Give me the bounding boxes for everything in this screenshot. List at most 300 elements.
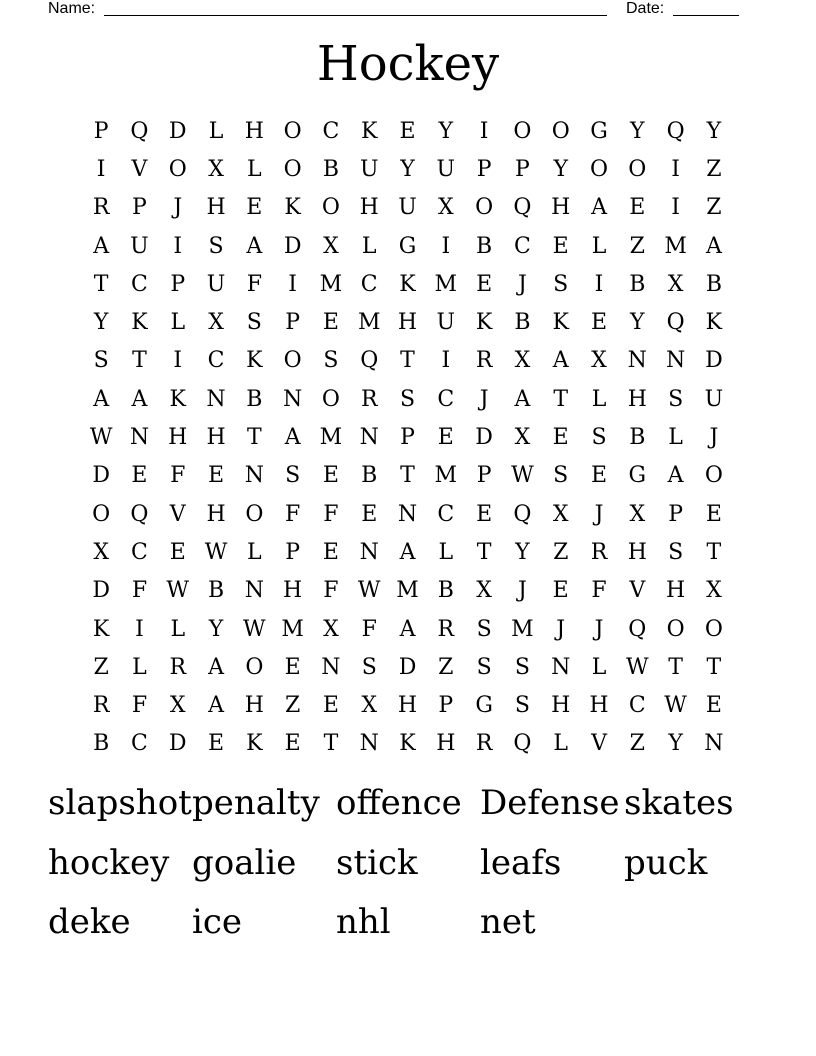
grid-letter: B: [629, 425, 646, 451]
grid-letter: M: [434, 463, 458, 489]
grid-letter: G: [475, 693, 493, 719]
grid-letter: T: [553, 386, 569, 412]
grid-letter: Q: [513, 195, 532, 221]
grid-letter: E: [169, 539, 186, 565]
grid-letter: U: [130, 233, 149, 259]
grid-letter: I: [173, 233, 183, 259]
grid-letter: Z: [93, 654, 109, 680]
grid-letter: O: [283, 156, 302, 182]
grid-letter: M: [281, 616, 304, 642]
grid-letter: W: [89, 425, 113, 451]
grid-letter: S: [591, 425, 607, 451]
grid-letter: I: [594, 271, 604, 297]
grid-letter: R: [475, 731, 493, 757]
grid-letter: P: [476, 463, 492, 489]
grid-letter: X: [552, 501, 569, 527]
grid-letter: P: [285, 539, 301, 565]
grid-letter: W: [166, 578, 190, 604]
grid-letter: H: [397, 310, 418, 336]
grid-letter: D: [92, 463, 110, 489]
grid-letter: V: [629, 578, 646, 604]
grid-letter: O: [513, 118, 532, 144]
grid-letter: W: [625, 654, 649, 680]
grid-letter: E: [208, 463, 225, 489]
grid-letter: T: [668, 654, 683, 680]
grid-letter: C: [131, 539, 148, 565]
grid-letter: D: [168, 118, 187, 144]
grid-letter: S: [399, 386, 416, 412]
grid-letter: O: [283, 348, 302, 374]
grid-letter: E: [208, 731, 225, 757]
grid-letter: L: [247, 539, 262, 565]
grid-letter: G: [628, 463, 647, 489]
grid-letter: O: [704, 463, 723, 489]
grid-letter: J: [173, 195, 183, 221]
grid-letter: N: [244, 578, 264, 604]
grid-letter: X: [591, 348, 607, 374]
grid-letter: B: [705, 271, 722, 297]
grid-letter: T: [246, 425, 262, 451]
grid-letter: R: [92, 693, 110, 719]
grid-letter: N: [321, 654, 341, 680]
grid-letter: M: [319, 425, 343, 451]
grid-letter: E: [322, 693, 339, 719]
grid-letter: K: [246, 348, 263, 374]
grid-letter: E: [552, 233, 569, 259]
grid-letter: R: [360, 386, 378, 412]
grid-letter: L: [553, 731, 569, 757]
word-list-item: ice: [192, 902, 243, 942]
grid-letter: O: [628, 156, 647, 182]
grid-letter: F: [131, 693, 148, 719]
grid-letter: H: [551, 195, 571, 221]
grid-letter: G: [398, 233, 417, 259]
grid-letter: Z: [438, 654, 454, 680]
grid-letter: N: [283, 386, 303, 412]
grid-letter: H: [359, 195, 379, 221]
grid-letter: Y: [630, 310, 645, 336]
grid-letter: K: [246, 731, 263, 757]
grid-letter: P: [93, 118, 109, 144]
grid-letter: X: [361, 693, 378, 719]
grid-letter: P: [668, 501, 683, 527]
grid-letter: B: [246, 386, 263, 412]
grid-letter: E: [322, 310, 339, 336]
grid-letter: Z: [629, 233, 645, 259]
grid-letter: K: [705, 310, 723, 336]
grid-letter: Z: [284, 693, 301, 719]
grid-letter: E: [590, 310, 608, 336]
grid-letter: F: [285, 501, 301, 527]
grid-letter: A: [131, 386, 148, 412]
grid-letter: B: [514, 310, 531, 336]
grid-letter: C: [131, 731, 148, 757]
word-list-item: Defense: [480, 783, 620, 823]
grid-letter: J: [518, 578, 527, 604]
grid-letter: T: [400, 463, 415, 489]
grid-letter: Z: [706, 156, 722, 182]
grid-letter: E: [284, 654, 301, 680]
grid-letter: E: [322, 539, 339, 565]
grid-letter: S: [208, 233, 224, 259]
grid-letter: Z: [553, 539, 569, 565]
grid-letter: B: [361, 463, 378, 489]
grid-letter: S: [553, 271, 569, 297]
word-list-item: puck: [624, 842, 708, 883]
grid-letter: O: [321, 195, 340, 221]
word-list-item: skates: [624, 783, 734, 823]
grid-letter: D: [283, 233, 302, 259]
grid-letter: Y: [668, 731, 683, 757]
grid-letter: M: [664, 233, 687, 259]
grid-letter: K: [552, 310, 569, 336]
grid-letter: T: [93, 271, 109, 297]
grid-letter: O: [589, 156, 609, 182]
grid-letter: C: [207, 348, 225, 374]
grid-letter: I: [173, 348, 183, 374]
grid-letter: V: [131, 156, 148, 182]
grid-letter: S: [476, 616, 492, 642]
grid-letter: U: [436, 156, 456, 182]
grid-letter: C: [131, 271, 148, 297]
grid-letter: I: [671, 156, 680, 182]
grid-letter: S: [514, 654, 530, 680]
grid-letter: X: [706, 578, 722, 604]
grid-letter: E: [705, 501, 722, 527]
grid-letter: T: [400, 348, 415, 374]
grid-letter: L: [438, 539, 454, 565]
grid-letter: S: [361, 654, 377, 680]
grid-letter: H: [206, 195, 226, 221]
grid-letter: E: [590, 463, 608, 489]
grid-letter: K: [169, 386, 186, 412]
grid-letter: X: [208, 156, 224, 182]
grid-letter: Q: [666, 310, 685, 336]
grid-letter: Q: [666, 118, 685, 144]
grid-letter: B: [322, 156, 340, 182]
grid-letter: W: [243, 616, 266, 642]
word-list: [48, 778, 768, 957]
grid-letter: H: [397, 693, 418, 719]
grid-letter: U: [206, 271, 226, 297]
grid-letter: D: [398, 654, 417, 680]
grid-letter: O: [245, 501, 264, 527]
grid-letter: G: [590, 118, 608, 144]
grid-letter: F: [323, 501, 339, 527]
grid-letter: J: [594, 501, 604, 527]
name-label: Name:: [48, 0, 96, 17]
grid-letter: S: [476, 654, 492, 680]
grid-letter: C: [360, 271, 378, 297]
grid-letter: A: [208, 654, 224, 680]
grid-letter: P: [285, 310, 301, 336]
grid-letter: E: [131, 463, 148, 489]
grid-letter: N: [129, 425, 150, 451]
letter-grid: [82, 112, 733, 763]
grid-letter: W: [204, 539, 228, 565]
grid-letter: H: [627, 539, 647, 565]
grid-letter: R: [169, 654, 187, 680]
grid-letter: Z: [706, 195, 722, 221]
grid-letter: X: [208, 310, 224, 336]
grid-letter: S: [553, 463, 569, 489]
grid-letter: L: [247, 156, 262, 182]
grid-letter: E: [552, 578, 569, 604]
name-blank-line: [104, 15, 607, 16]
grid-letter: P: [132, 195, 147, 221]
grid-letter: U: [704, 386, 724, 412]
grid-letter: I: [96, 156, 106, 182]
grid-letter: X: [667, 271, 684, 297]
grid-letter: A: [667, 463, 684, 489]
word-list-item: net: [480, 902, 536, 942]
grid-letter: B: [437, 578, 454, 604]
grid-letter: X: [514, 348, 531, 374]
grid-letter: Q: [628, 616, 647, 642]
grid-letter: E: [322, 463, 339, 489]
grid-letter: P: [438, 693, 454, 719]
grid-letter: S: [246, 310, 262, 336]
grid-letter: S: [323, 348, 339, 374]
grid-letter: N: [359, 425, 379, 451]
grid-letter: A: [591, 195, 607, 221]
grid-letter: T: [706, 654, 722, 680]
grid-letter: W: [511, 463, 534, 489]
grid-letter: O: [551, 118, 570, 144]
grid-letter: Y: [400, 156, 415, 182]
grid-letter: Q: [360, 348, 379, 374]
grid-letter: F: [246, 271, 262, 297]
grid-letter: Q: [130, 118, 149, 144]
grid-letter: E: [246, 195, 263, 221]
grid-letter: Q: [513, 731, 532, 757]
grid-letter: Y: [438, 118, 454, 144]
grid-letter: O: [666, 616, 685, 642]
grid-letter: N: [206, 386, 226, 412]
grid-letter: X: [629, 501, 646, 527]
grid-letter: K: [131, 310, 148, 336]
grid-letter: D: [475, 425, 493, 451]
grid-letter: L: [591, 386, 607, 412]
grid-letter: F: [131, 578, 148, 604]
grid-letter: Y: [208, 616, 224, 642]
grid-letter: B: [629, 271, 646, 297]
word-list-item: goalie: [192, 842, 297, 883]
grid-letter: O: [283, 118, 302, 144]
grid-letter: T: [476, 539, 492, 565]
grid-letter: Y: [630, 118, 645, 144]
page-title: Hockey: [316, 36, 500, 92]
grid-letter: T: [132, 348, 147, 374]
grid-letter: C: [437, 501, 455, 527]
grid-letter: H: [436, 731, 456, 757]
grid-letter: I: [479, 118, 489, 144]
grid-letter: A: [93, 386, 110, 412]
grid-letter: M: [319, 271, 343, 297]
grid-letter: T: [706, 539, 722, 565]
grid-letter: L: [591, 654, 607, 680]
grid-letter: S: [514, 693, 530, 719]
date-label: Date:: [626, 0, 665, 17]
grid-letter: C: [628, 693, 646, 719]
word-list-item: hockey: [48, 842, 170, 883]
grid-letter: C: [437, 386, 455, 412]
grid-letter: E: [361, 501, 378, 527]
grid-letter: C: [513, 233, 531, 259]
word-list-item: slapshot: [48, 783, 192, 823]
grid-letter: P: [400, 425, 415, 451]
grid-letter: A: [552, 348, 569, 374]
grid-letter: J: [709, 425, 719, 451]
grid-letter: M: [396, 578, 419, 604]
word-list-item: offence: [336, 783, 462, 823]
word-list-item: penalty: [192, 783, 320, 823]
grid-letter: H: [589, 693, 609, 719]
grid-letter: Y: [706, 118, 722, 144]
grid-letter: X: [437, 195, 454, 221]
grid-letter: O: [245, 654, 264, 680]
grid-letter: V: [169, 501, 186, 527]
grid-letter: X: [169, 693, 186, 719]
grid-letter: U: [436, 310, 456, 336]
grid-letter: U: [359, 156, 379, 182]
grid-letter: P: [515, 156, 530, 182]
grid-letter: L: [668, 425, 683, 451]
grid-letter: Q: [513, 501, 532, 527]
grid-letter: P: [170, 271, 186, 297]
grid-letter: S: [668, 539, 684, 565]
word-list-item: nhl: [336, 902, 391, 942]
grid-letter: E: [437, 425, 454, 451]
grid-letter: R: [475, 348, 493, 374]
grid-letter: A: [705, 233, 722, 259]
grid-letter: F: [591, 578, 607, 604]
grid-letter: X: [323, 616, 339, 642]
grid-letter: S: [285, 463, 301, 489]
grid-letter: H: [206, 425, 226, 451]
grid-letter: A: [514, 386, 531, 412]
grid-letter: S: [93, 348, 109, 374]
grid-letter: K: [399, 731, 416, 757]
grid-letter: H: [666, 578, 686, 604]
grid-letter: V: [591, 731, 607, 757]
grid-letter: S: [668, 386, 684, 412]
grid-letter: Y: [515, 539, 530, 565]
grid-letter: N: [359, 539, 379, 565]
grid-letter: F: [323, 578, 339, 604]
grid-letter: J: [479, 386, 489, 412]
grid-letter: L: [170, 616, 186, 642]
word-list-item: stick: [336, 842, 418, 883]
grid-letter: H: [627, 386, 647, 412]
grid-letter: E: [552, 425, 569, 451]
grid-letter: E: [629, 195, 646, 221]
grid-letter: E: [476, 271, 493, 297]
grid-letter: A: [93, 233, 110, 259]
grid-letter: X: [476, 578, 492, 604]
grid-letter: O: [704, 616, 723, 642]
grid-letter: J: [518, 271, 527, 297]
grid-letter: A: [208, 693, 224, 719]
grid-letter: U: [398, 195, 417, 221]
grid-letter: X: [514, 425, 531, 451]
grid-letter: D: [705, 348, 723, 374]
grid-letter: D: [168, 731, 187, 757]
grid-letter: B: [207, 578, 225, 604]
grid-letter: N: [397, 501, 418, 527]
grid-letter: K: [284, 195, 301, 221]
grid-letter: I: [135, 616, 144, 642]
grid-letter: T: [323, 731, 339, 757]
grid-letter: I: [288, 271, 297, 297]
grid-letter: Y: [553, 156, 568, 182]
word-list-item: deke: [48, 902, 131, 942]
grid-letter: P: [476, 156, 492, 182]
grid-letter: Y: [93, 310, 109, 336]
grid-letter: N: [665, 348, 686, 374]
grid-letter: E: [476, 501, 493, 527]
grid-letter: L: [208, 118, 224, 144]
grid-letter: N: [551, 654, 571, 680]
grid-letter: I: [441, 233, 451, 259]
grid-letter: R: [437, 616, 455, 642]
grid-letter: I: [671, 195, 680, 221]
grid-letter: M: [434, 271, 458, 297]
grid-letter: L: [132, 654, 147, 680]
grid-letter: R: [590, 539, 608, 565]
grid-letter: W: [357, 578, 381, 604]
grid-letter: F: [170, 463, 186, 489]
grid-letter: K: [399, 271, 416, 297]
grid-letter: F: [361, 616, 377, 642]
grid-letter: B: [476, 233, 493, 259]
grid-letter: K: [475, 310, 493, 336]
grid-letter: J: [556, 616, 566, 642]
grid-letter: O: [168, 156, 187, 182]
grid-letter: W: [664, 693, 687, 719]
grid-letter: N: [244, 463, 264, 489]
grid-letter: H: [244, 118, 264, 144]
grid-letter: J: [594, 616, 604, 642]
grid-letter: E: [284, 731, 301, 757]
grid-letter: A: [399, 539, 416, 565]
grid-letter: L: [361, 233, 377, 259]
grid-letter: N: [627, 348, 647, 374]
grid-letter: O: [92, 501, 111, 527]
grid-letter: E: [705, 693, 722, 719]
grid-letter: N: [704, 731, 724, 757]
grid-letter: H: [206, 501, 226, 527]
grid-letter: A: [246, 233, 263, 259]
grid-letter: H: [283, 578, 303, 604]
grid-letter: Q: [130, 501, 149, 527]
grid-letter: H: [244, 693, 264, 719]
grid-letter: H: [168, 425, 188, 451]
grid-letter: A: [399, 616, 416, 642]
grid-letter: N: [359, 731, 379, 757]
grid-letter: C: [322, 118, 340, 144]
grid-letter: K: [92, 616, 110, 642]
date-blank-line: [673, 15, 739, 16]
grid-letter: I: [441, 348, 451, 374]
grid-letter: K: [361, 118, 378, 144]
grid-letter: X: [93, 539, 109, 565]
worksheet-header: [48, 0, 748, 20]
grid-letter: B: [93, 731, 110, 757]
grid-letter: A: [284, 425, 301, 451]
grid-letter: O: [321, 386, 340, 412]
grid-letter: D: [92, 578, 110, 604]
